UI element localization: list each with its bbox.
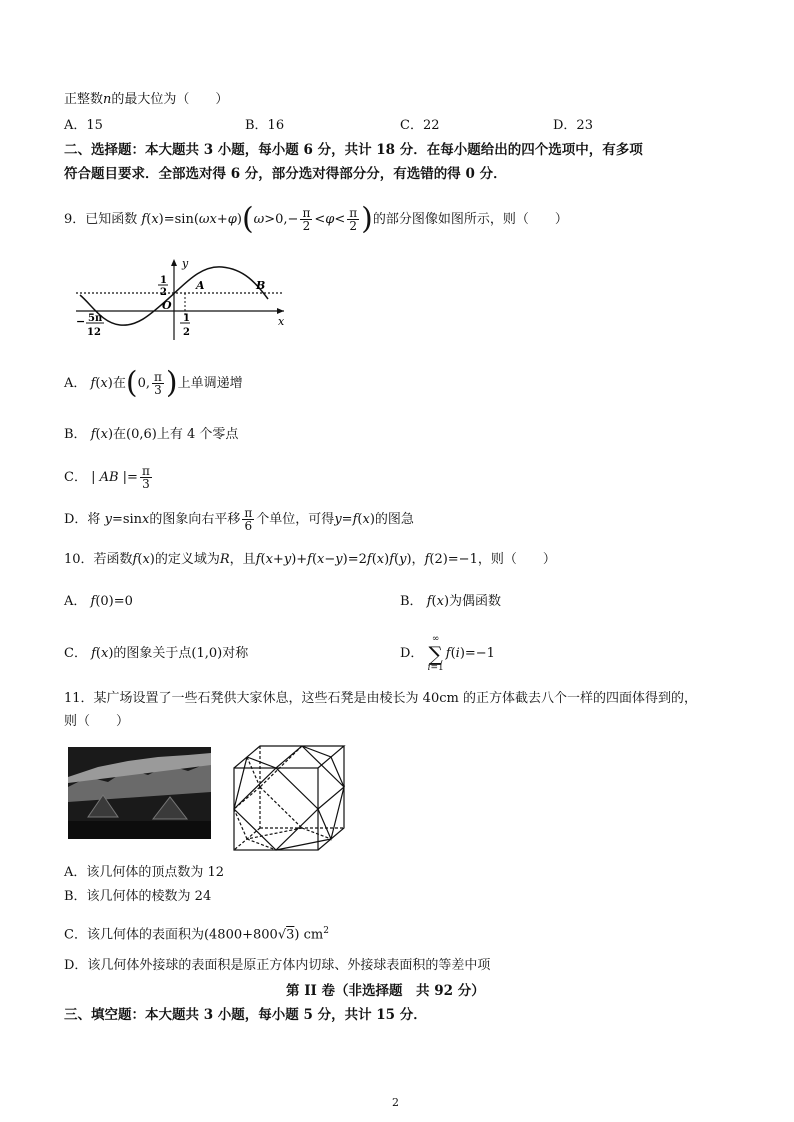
q8-stem: 正整数n的最大位为（ ）	[64, 92, 229, 107]
x-axis-arrow-icon	[277, 308, 284, 314]
x-half-den: 2	[183, 327, 190, 338]
q9-option-a: A． f(x)在(0, $\frac{\pi}{3}$ )上单调递增	[64, 365, 243, 401]
q8-option-c: C．22	[400, 118, 440, 133]
point-a-label: A	[196, 279, 205, 292]
point-b-label: B	[256, 279, 266, 292]
section3-title: 三、填空题：本大题共 3 小题，每小题 5 分，共计 15 分．	[64, 1007, 427, 1023]
part2-title: 第 II 卷（非选择题 共 92 分）	[286, 983, 485, 999]
stone-bench-photo	[68, 747, 211, 839]
q9-stem: 9．已知函数 f(x)=sin(ωx+φ)(ω>0,− $\frac{\pi}{2}$ <φ< $\frac{\pi}{2}$ )的部分图像如图所示，则（ ）	[64, 201, 568, 237]
cuboctahedron-figure	[228, 742, 350, 854]
neg-sign: −	[76, 315, 86, 328]
y-axis-arrow-icon	[171, 259, 177, 266]
section2-title-line2: 符合题目要求．全部选对得 6 分，部分选对得部分分，有选错的得 0 分．	[64, 166, 507, 182]
q10-option-d: D． ∞ ∑ i=1f(i)=−1	[400, 633, 495, 673]
q11-option-a: A．该几何体的顶点数为 12	[64, 865, 225, 880]
q10-option-a: A． f(0)=0	[64, 594, 133, 609]
q8-option-b: B．16	[245, 118, 285, 133]
section2-title-line1: 二、选择题：本大题共 3 小题，每小题 6 分，共计 18 分．在每小题给出的四个选项中，有多项	[64, 142, 643, 158]
q11-stem-line1: 11．某广场设置了一些石凳供大家休息，这些石凳是由棱长为 40cm 的正方体截去八个一样的四面体得到的，	[64, 691, 697, 706]
q9-option-d: D．将 y=sinx的图象向右平移 $\frac{\pi}{6}$ 个单位，可得y=f(x)的图急	[64, 506, 414, 533]
x-half-num: 1	[183, 313, 190, 324]
neg5pi-num: 5π	[88, 313, 103, 324]
q9-graph	[72, 255, 292, 345]
q11-option-d: D．该几何体外接球的表面积是原正方体内切球、外接球表面积的等差中项	[64, 958, 491, 973]
q8-option-a: A．15	[64, 118, 103, 133]
q10-stem: 10．若函数f(x)的定义域为R，且f(x+y)+f(x−y)=2f(x)f(y)，f(2)=−1，则（ ）	[64, 552, 556, 567]
q11-option-b: B．该几何体的棱数为 24	[64, 889, 212, 904]
q11-option-c: C．该几何体的表面积为(4800+800√3) $cm^2$	[64, 926, 329, 943]
q9-option-c: C． | AB |= $\frac{\pi}{3}$	[64, 464, 150, 491]
half-label-den: 2	[160, 287, 167, 298]
q11-stem-line2: 则（ ）	[64, 714, 130, 729]
neg5pi-den: 12	[87, 327, 101, 338]
x-label: x	[278, 315, 285, 328]
q10-option-b: B． f(x)为偶函数	[400, 594, 502, 609]
half-label-num: 1	[160, 275, 167, 286]
q10-option-c: C． f(x)的图象关于点(1,0)对称	[64, 646, 249, 661]
page-number: 2	[392, 1096, 399, 1109]
y-label: y	[182, 257, 189, 270]
q9-option-b: B． f(x)在(0,6)上有 4 个零点	[64, 427, 239, 442]
origin-label: O	[162, 299, 172, 312]
q8-option-d: D．23	[553, 118, 593, 133]
